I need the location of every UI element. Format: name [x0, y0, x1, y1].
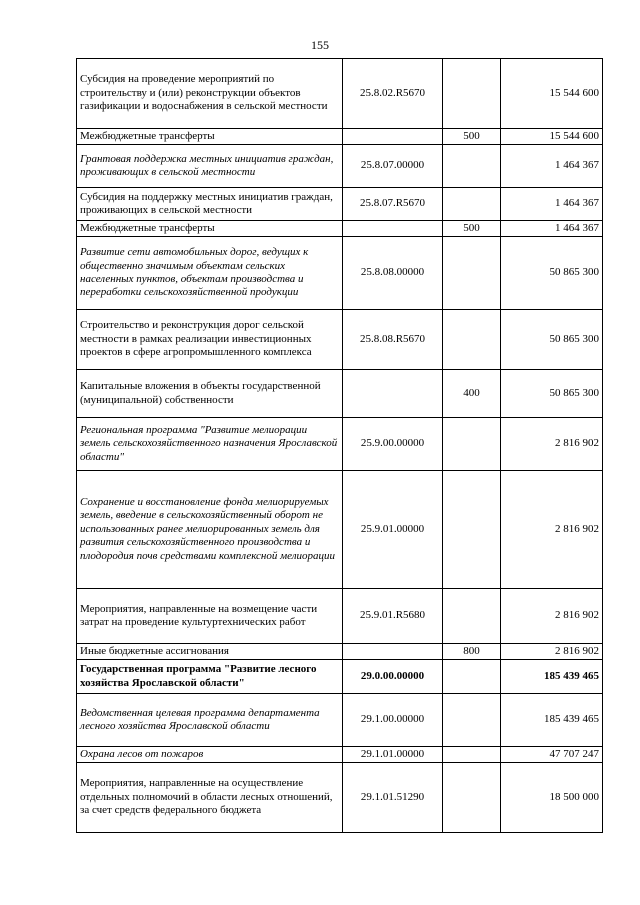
- row-code: [343, 370, 443, 418]
- table-row: [77, 747, 603, 763]
- row-type: [443, 589, 501, 644]
- row-name: Строительство и реконструкция дорог сельской местности в рамках реализации инвестиционных проектов в сфере агропромышленного комплекса: [77, 310, 343, 370]
- table-row: [77, 310, 603, 370]
- table-row: [77, 59, 603, 129]
- table-row: [77, 237, 603, 310]
- page-number: 155: [311, 38, 329, 52]
- row-amount: 18 500 000: [501, 763, 603, 833]
- row-amount: 15 544 600: [501, 129, 603, 145]
- row-amount: 50 865 300: [501, 237, 603, 310]
- row-amount: 185 439 465: [501, 660, 603, 694]
- row-amount: 2 816 902: [501, 644, 603, 660]
- table-row: [77, 188, 603, 221]
- row-code: [343, 644, 443, 660]
- row-type: [443, 188, 501, 221]
- row-name: Мероприятия, направленные на осуществление отдельных полномочий в области лесных отношений, за счет средств федерального бюджета: [77, 763, 343, 833]
- row-name: Региональная программа "Развитие мелиорации земель сельскохозяйственного назначения Ярославской области": [77, 418, 343, 471]
- row-type: 500: [443, 129, 501, 145]
- row-name: Охрана лесов от пожаров: [77, 747, 343, 763]
- row-name: Капитальные вложения в объекты государственной (муниципальной) собственности: [77, 370, 343, 418]
- row-code: 25.8.07.R5670: [343, 188, 443, 221]
- table-row: [77, 763, 603, 833]
- row-code: 25.8.08.00000: [343, 237, 443, 310]
- table-row: [77, 221, 603, 237]
- row-code: 29.1.00.00000: [343, 694, 443, 747]
- table-row: [77, 418, 603, 471]
- row-amount: 1 464 367: [501, 145, 603, 188]
- row-type: 800: [443, 644, 501, 660]
- row-amount: 47 707 247: [501, 747, 603, 763]
- table-row: [77, 145, 603, 188]
- row-name: Субсидия на поддержку местных инициатив граждан, проживающих в сельской местности: [77, 188, 343, 221]
- row-code: 25.8.07.00000: [343, 145, 443, 188]
- table-row: [77, 129, 603, 145]
- row-code: 29.1.01.51290: [343, 763, 443, 833]
- row-type: [443, 237, 501, 310]
- row-type: [443, 310, 501, 370]
- row-type: [443, 59, 501, 129]
- row-name: Мероприятия, направленные на возмещение части затрат на проведение культуртехнических работ: [77, 589, 343, 644]
- row-type: [443, 763, 501, 833]
- table-row: [77, 644, 603, 660]
- row-name: Субсидия на проведение мероприятий по строительству и (или) реконструкции объектов газификации и водоснабжения в сельской местности: [77, 59, 343, 129]
- row-type: [443, 471, 501, 589]
- row-amount: 2 816 902: [501, 418, 603, 471]
- row-name: Межбюджетные трансферты: [77, 221, 343, 237]
- table-row: [77, 660, 603, 694]
- row-code: 25.9.00.00000: [343, 418, 443, 471]
- row-code: 29.1.01.00000: [343, 747, 443, 763]
- table-row: [77, 589, 603, 644]
- row-type: [443, 418, 501, 471]
- row-amount: 185 439 465: [501, 694, 603, 747]
- row-amount: 50 865 300: [501, 370, 603, 418]
- row-code: 25.8.08.R5670: [343, 310, 443, 370]
- table-row: [77, 370, 603, 418]
- row-type: [443, 694, 501, 747]
- row-amount: 1 464 367: [501, 188, 603, 221]
- row-code: [343, 129, 443, 145]
- row-name: Развитие сети автомобильных дорог, ведущих к общественно значимым объектам сельских населенных пунктов, объектам производства и переработки сельскохозяйственной продукции: [77, 237, 343, 310]
- row-amount: 2 816 902: [501, 589, 603, 644]
- row-name: Грантовая поддержка местных инициатив граждан, проживающих в сельской местности: [77, 145, 343, 188]
- row-name: Межбюджетные трансферты: [77, 129, 343, 145]
- budget-table: [76, 58, 603, 833]
- row-name: Сохранение и восстановление фонда мелиорируемых земель, введение в сельскохозяйственный оборот не использованных ранее мелиорированных земель для развития сельскохозяйственного производства и плодородия почв средствами комплексной мелиорации: [77, 471, 343, 589]
- row-code: 25.8.02.R5670: [343, 59, 443, 129]
- row-type: 400: [443, 370, 501, 418]
- row-amount: 50 865 300: [501, 310, 603, 370]
- row-code: 29.0.00.00000: [343, 660, 443, 694]
- row-code: [343, 221, 443, 237]
- row-amount: 1 464 367: [501, 221, 603, 237]
- row-type: [443, 660, 501, 694]
- row-name: Ведомственная целевая программа департамента лесного хозяйства Ярославской области: [77, 694, 343, 747]
- row-type: [443, 747, 501, 763]
- row-name: Государственная программа "Развитие лесного хозяйства Ярославской области": [77, 660, 343, 694]
- row-type: [443, 145, 501, 188]
- table-row: [77, 694, 603, 747]
- row-type: 500: [443, 221, 501, 237]
- row-name: Иные бюджетные ассигнования: [77, 644, 343, 660]
- row-code: 25.9.01.R5680: [343, 589, 443, 644]
- row-code: 25.9.01.00000: [343, 471, 443, 589]
- table-row: [77, 471, 603, 589]
- row-amount: 2 816 902: [501, 471, 603, 589]
- row-amount: 15 544 600: [501, 59, 603, 129]
